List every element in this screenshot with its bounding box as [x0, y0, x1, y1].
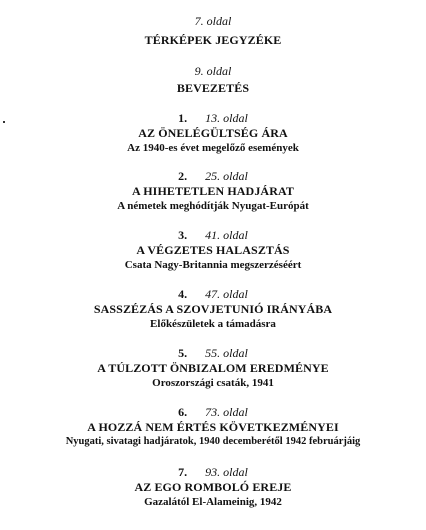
toc-entry-subtitle: Csata Nagy-Britannia megszerzéséért	[124, 259, 302, 271]
toc-entry-page-ref	[0, 14, 426, 28]
toc-entry-page-ref	[0, 346, 426, 360]
toc-entry-subtitle: A németek meghódítják Nyugat-Európát	[117, 200, 309, 212]
toc-entry-title: AZ ÖNELÉGÜLTSÉG ÁRA	[138, 126, 288, 140]
toc-entry-page-ref	[0, 465, 426, 479]
toc-entry-title: BEVEZETÉS	[176, 81, 250, 95]
chapter-number: 5.	[178, 346, 188, 360]
toc-entry-page-ref	[0, 111, 426, 125]
chapter-number: 3.	[178, 228, 188, 242]
chapter-number: 1.	[178, 111, 188, 125]
page-number: 9. oldal	[194, 64, 232, 78]
chapter-number: 7.	[178, 465, 188, 479]
page-number: 25. oldal	[205, 169, 248, 183]
toc-entry-page-ref	[0, 405, 426, 419]
toc-entry-subtitle: Oroszországi csaták, 1941	[152, 377, 274, 389]
page-number: 41. oldal	[205, 228, 248, 242]
toc-entry-title: A TÚLZOTT ÖNBIZALOM EREDMÉNYE	[97, 361, 329, 375]
page-number: 93. oldal	[205, 465, 248, 479]
page-number: 13. oldal	[205, 111, 248, 125]
toc-entry-page-ref	[0, 287, 426, 301]
page-number: 7. oldal	[194, 14, 232, 28]
toc-entry-title: A VÉGZETES HALASZTÁS	[136, 243, 290, 257]
toc-entry-page-ref	[0, 64, 426, 78]
toc-entry-title: A HOZZÁ NEM ÉRTÉS KÖVETKEZMÉNYEI	[87, 420, 339, 434]
toc-entry-subtitle: Előkészületek a támadásra	[150, 318, 276, 330]
scan-mark	[3, 121, 5, 123]
chapter-number: 4.	[178, 287, 188, 301]
page-number: 73. oldal	[205, 405, 248, 419]
toc-entry-subtitle: Gazalától El-Alameinig, 1942	[144, 496, 282, 508]
toc-entry-title: AZ EGO ROMBOLÓ EREJE	[134, 480, 292, 494]
toc-entry-title: SASSZÉZÁS A SZOVJETUNIÓ IRÁNYÁBA	[93, 302, 333, 316]
page-number: 47. oldal	[205, 287, 248, 301]
chapter-number: 6.	[178, 405, 188, 419]
toc-entry-page-ref	[0, 169, 426, 183]
chapter-number: 2.	[178, 169, 188, 183]
toc-entry-title: A HIHETETLEN HADJÁRAT	[132, 184, 294, 198]
toc-entry-page-ref	[0, 228, 426, 242]
toc-entry-subtitle: Az 1940-es évet megelőző események	[127, 142, 299, 154]
toc-entry-title: TÉRKÉPEK JEGYZÉKE	[144, 33, 282, 47]
toc-entry-subtitle: Nyugati, sivatagi hadjáratok, 1940 decemberétől 1942 februárjáig	[65, 436, 361, 447]
page-number: 55. oldal	[205, 346, 248, 360]
